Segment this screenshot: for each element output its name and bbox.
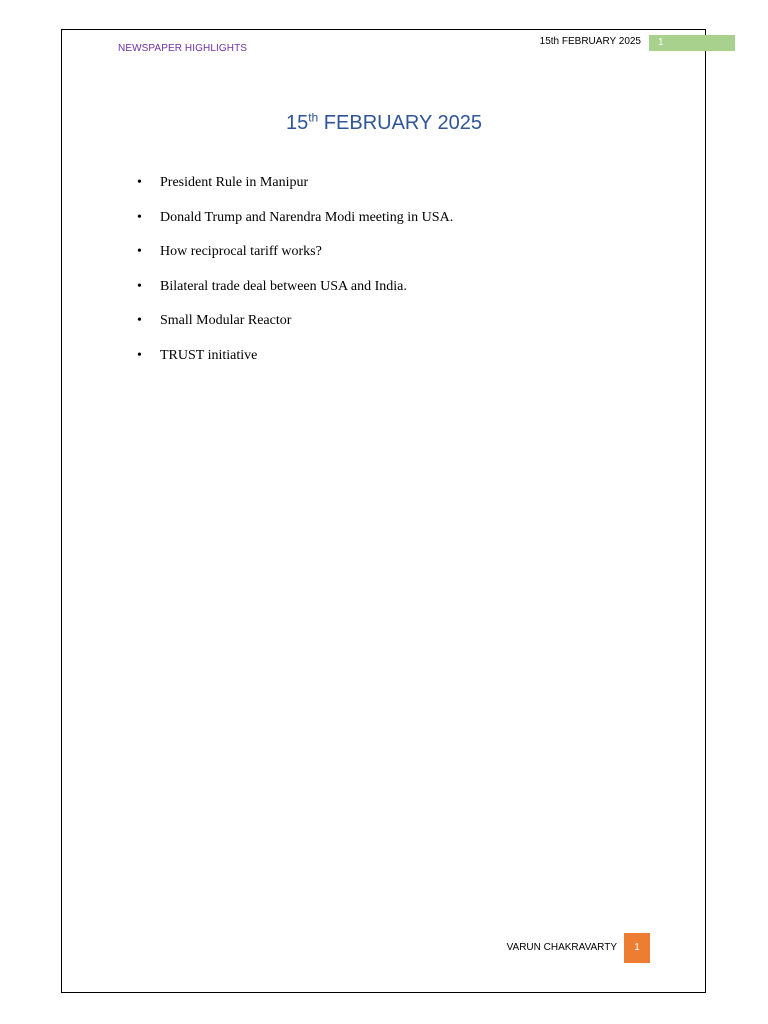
list-item-text: Small Modular Reactor — [160, 313, 292, 328]
bullet-icon: • — [137, 244, 142, 259]
header-title: NEWSPAPER HIGHLIGHTS — [118, 43, 248, 54]
highlights-list — [137, 173, 453, 380]
list-item-text: Donald Trump and Narendra Modi meeting in USA. — [160, 209, 454, 225]
list-item — [137, 277, 453, 312]
list-item-text: Bilateral trade deal between USA and India. — [160, 278, 407, 294]
bullet-icon: • — [137, 347, 142, 363]
header-date: 15th FEBRUARY 2025 — [539, 36, 641, 47]
title-rest: FEBRUARY 2025 — [318, 112, 483, 134]
bullet-icon: • — [137, 175, 142, 190]
title-suffix: th — [308, 110, 319, 125]
bullet-icon: • — [137, 209, 142, 225]
document-title — [0, 112, 768, 135]
footer-author: VARUN CHAKRAVARTY — [506, 942, 617, 953]
list-item — [137, 311, 453, 346]
list-item — [137, 208, 453, 243]
bullet-icon: • — [137, 313, 142, 328]
list-item — [137, 346, 453, 381]
title-day: 15 — [285, 112, 309, 134]
footer-page-number: 1 — [624, 933, 650, 963]
list-item — [137, 242, 453, 277]
bullet-icon: • — [137, 278, 142, 294]
list-item — [137, 173, 453, 208]
list-item-text: How reciprocal tariff works? — [160, 244, 322, 259]
list-item-text: President Rule in Manipur — [160, 175, 309, 190]
header-page-number: 1 — [649, 35, 735, 51]
list-item-text: TRUST initiative — [160, 347, 258, 363]
